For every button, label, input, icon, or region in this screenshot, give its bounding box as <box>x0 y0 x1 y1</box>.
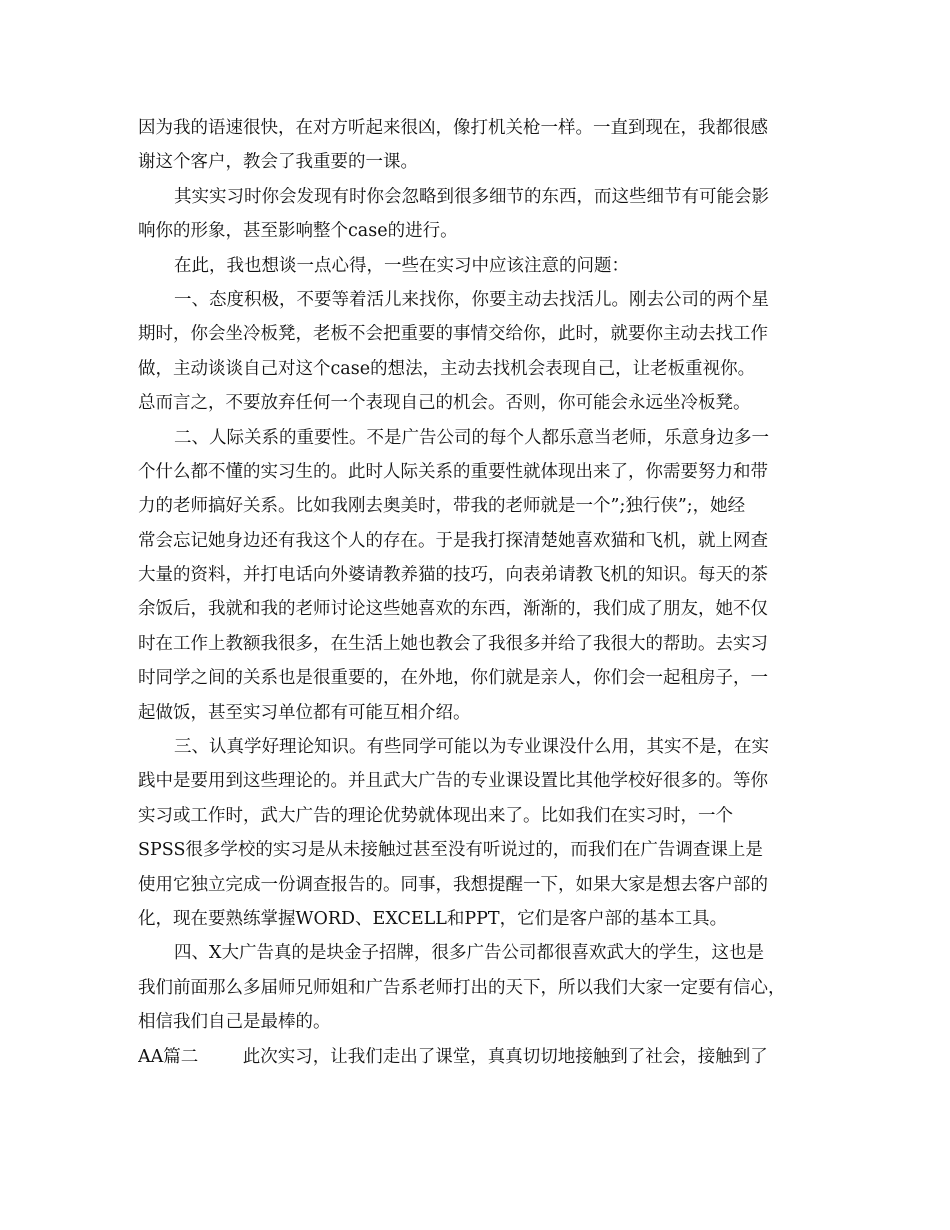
section-text: 此次实习，让我们走出了课堂，真真切切地接触到了社会，接触到了 <box>242 1046 768 1067</box>
text-line: 使用它独立完成一份调查报告的。同事，我想提醒一下，如果大家是想去客户部的 <box>138 874 768 895</box>
paragraph-start-line: 一、态度积极，不要等着活儿来找你，你要主动去找活儿。刚去公司的两个星 <box>174 289 769 310</box>
paragraph-start-line: 在此，我也想谈一点心得，一些在实习中应该注意的问题： <box>174 255 629 276</box>
text-line: 力的老师搞好关系。比如我刚去奥美时，带我的老师就是一个”;独行侠”;，她经 <box>138 496 746 517</box>
text-line: 期时，你会坐冷板凳，老板不会把重要的事情交给你，此时，就要你主动去找工作 <box>138 324 768 345</box>
paragraph-start-line: 其实实习时你会发现有时你会忽略到很多细节的东西，而这些细节有可能会影 <box>174 186 769 207</box>
text-line: 践中是要用到这些理论的。并且武大广告的专业课设置比其他学校好很多的。等你 <box>138 771 768 792</box>
text-line: 相信我们自己是最棒的。 <box>138 1012 331 1033</box>
text-line: 做，主动谈谈自己对这个case的想法，主动去找机会表现自己，让老板重视你。 <box>138 358 756 379</box>
text-line: SPSS很多学校的实习是从未接触过甚至没有听说过的，而我们在广告调查课上是 <box>138 840 763 861</box>
text-line: 个什么都不懂的实习生的。此时人际关系的重要性就体现出来了，你需要努力和带 <box>138 461 768 482</box>
text-line: 因为我的语速很快，在对方听起来很凶，像打机关枪一样。一直到现在，我都很感 <box>138 118 768 138</box>
text-line: 实习或工作时，武大广告的理论优势就体现出来了。比如我们在实习时，一个 <box>138 805 733 826</box>
text-line: 谢这个客户，教会了我重要的一课。 <box>138 152 418 173</box>
text-line: 时同学之间的关系也是很重要的，在外地，你们就是亲人，你们会一起租房子，一 <box>138 668 768 689</box>
text-line: 余饭后，我就和我的老师讨论这些她喜欢的东西，渐渐的，我们成了朋友，她不仅 <box>138 599 768 620</box>
text-line: 时在工作上教额我很多，在生活上她也教会了我很多并给了我很大的帮助。去实习 <box>138 633 768 654</box>
document-body <box>138 111 814 1074</box>
text-line: 起做饭，甚至实习单位都有可能互相介绍。 <box>138 702 471 723</box>
text-line: 常会忘记她身边还有我这个人的存在。于是我打探清楚她喜欢猫和飞机，就上网查 <box>138 530 768 551</box>
text-line: 大量的资料，并打电话向外婆请教养猫的技巧，向表弟请教飞机的知识。每天的茶 <box>138 565 768 586</box>
section-label: AA篇二 <box>138 1046 199 1067</box>
paragraph-start-line: 三、认真学好理论知识。有些同学可能以为专业课没什么用，其实不是，在实 <box>174 737 769 758</box>
text-line: 化，现在要熟练掌握WORD、EXCELL和PPT，它们是客户部的基本工具。 <box>138 908 728 929</box>
text-line: 响你的形象，甚至影响整个case的进行。 <box>138 221 458 242</box>
section-heading-line <box>138 1040 814 1074</box>
paragraph-start-line: 二、人际关系的重要性。不是广告公司的每个人都乐意当老师，乐意身边多一 <box>174 427 769 448</box>
text-line: 总而言之，不要放弃任何一个表现自己的机会。否则，你可能会永远坐冷板凳。 <box>138 393 751 414</box>
paragraph-start-line: 四、X大广告真的是块金子招牌，很多广告公司都很喜欢武大的学生，这也是 <box>174 943 764 964</box>
text-line: 我们前面那么多届师兄师姐和广告系老师打出的天下，所以我们大家一定要有信心， <box>138 977 786 998</box>
